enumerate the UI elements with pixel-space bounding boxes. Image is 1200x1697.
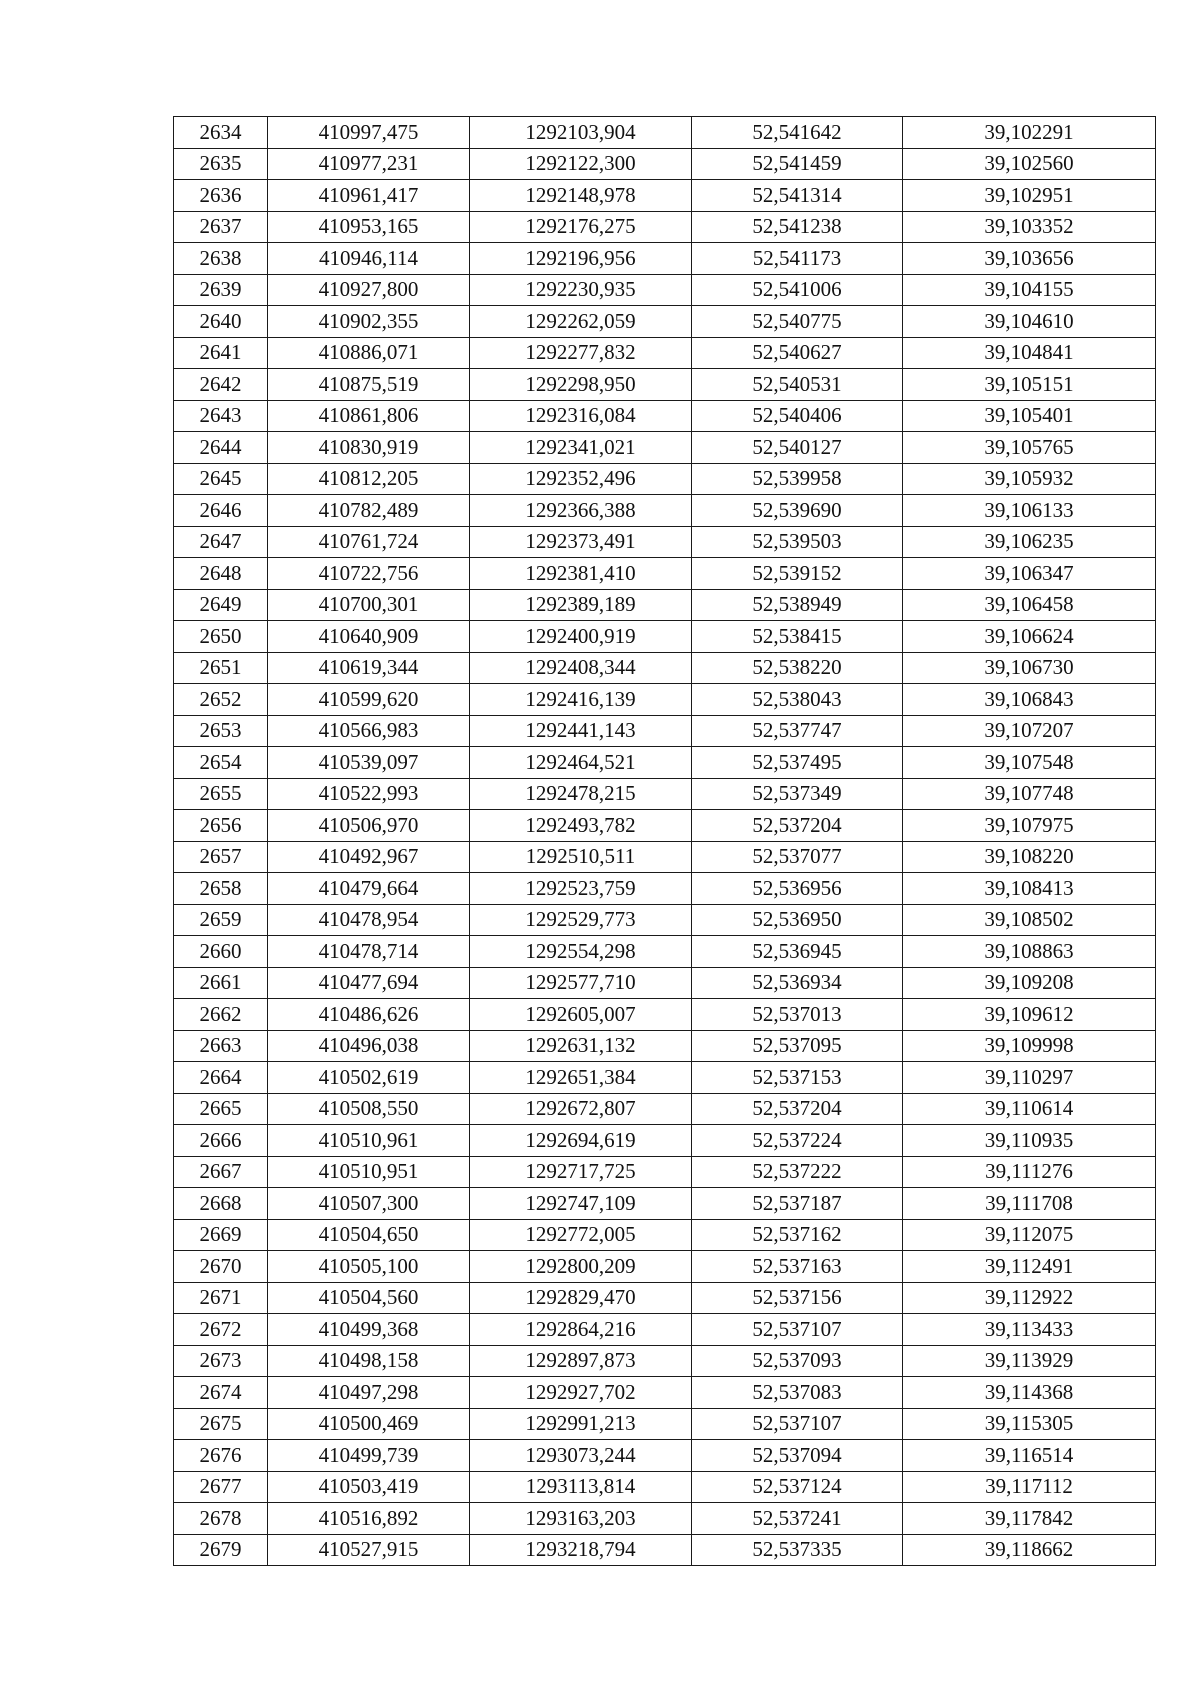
x-coordinate-cell: 410782,489 (268, 495, 470, 527)
longitude-cell: 39,104610 (903, 306, 1156, 338)
y-coordinate-cell: 1292277,832 (470, 337, 692, 369)
y-coordinate-cell: 1292864,216 (470, 1314, 692, 1346)
point-number-cell: 2660 (174, 936, 268, 968)
x-coordinate-cell: 410961,417 (268, 180, 470, 212)
x-coordinate-cell: 410566,983 (268, 715, 470, 747)
point-number-cell: 2646 (174, 495, 268, 527)
latitude-cell: 52,537495 (692, 747, 903, 779)
table-row (174, 778, 1156, 810)
table-row (174, 1503, 1156, 1535)
coordinates-table (173, 116, 1156, 1566)
table-row (174, 589, 1156, 621)
latitude-cell: 52,537094 (692, 1440, 903, 1472)
longitude-cell: 39,109612 (903, 999, 1156, 1031)
y-coordinate-cell: 1292230,935 (470, 274, 692, 306)
point-number-cell: 2663 (174, 1030, 268, 1062)
point-number-cell: 2650 (174, 621, 268, 653)
point-number-cell: 2645 (174, 463, 268, 495)
longitude-cell: 39,108863 (903, 936, 1156, 968)
y-coordinate-cell: 1292554,298 (470, 936, 692, 968)
point-number-cell: 2641 (174, 337, 268, 369)
latitude-cell: 52,536956 (692, 873, 903, 905)
y-coordinate-cell: 1292651,384 (470, 1062, 692, 1094)
point-number-cell: 2674 (174, 1377, 268, 1409)
x-coordinate-cell: 410599,620 (268, 684, 470, 716)
latitude-cell: 52,537095 (692, 1030, 903, 1062)
y-coordinate-cell: 1292262,059 (470, 306, 692, 338)
x-coordinate-cell: 410508,550 (268, 1093, 470, 1125)
latitude-cell: 52,537224 (692, 1125, 903, 1157)
point-number-cell: 2655 (174, 778, 268, 810)
longitude-cell: 39,105765 (903, 432, 1156, 464)
point-number-cell: 2639 (174, 274, 268, 306)
y-coordinate-cell: 1292577,710 (470, 967, 692, 999)
latitude-cell: 52,541314 (692, 180, 903, 212)
table-row (174, 1282, 1156, 1314)
point-number-cell: 2671 (174, 1282, 268, 1314)
latitude-cell: 52,541238 (692, 211, 903, 243)
longitude-cell: 39,111708 (903, 1188, 1156, 1220)
point-number-cell: 2659 (174, 904, 268, 936)
latitude-cell: 52,537222 (692, 1156, 903, 1188)
x-coordinate-cell: 410500,469 (268, 1408, 470, 1440)
longitude-cell: 39,106133 (903, 495, 1156, 527)
latitude-cell: 52,538415 (692, 621, 903, 653)
y-coordinate-cell: 1292717,725 (470, 1156, 692, 1188)
latitude-cell: 52,539690 (692, 495, 903, 527)
point-number-cell: 2644 (174, 432, 268, 464)
point-number-cell: 2675 (174, 1408, 268, 1440)
x-coordinate-cell: 410478,954 (268, 904, 470, 936)
x-coordinate-cell: 410492,967 (268, 841, 470, 873)
x-coordinate-cell: 410497,298 (268, 1377, 470, 1409)
latitude-cell: 52,541006 (692, 274, 903, 306)
latitude-cell: 52,537162 (692, 1219, 903, 1251)
point-number-cell: 2657 (174, 841, 268, 873)
longitude-cell: 39,109998 (903, 1030, 1156, 1062)
point-number-cell: 2661 (174, 967, 268, 999)
y-coordinate-cell: 1292400,919 (470, 621, 692, 653)
x-coordinate-cell: 410498,158 (268, 1345, 470, 1377)
point-number-cell: 2669 (174, 1219, 268, 1251)
x-coordinate-cell: 410640,909 (268, 621, 470, 653)
y-coordinate-cell: 1292478,215 (470, 778, 692, 810)
x-coordinate-cell: 410830,919 (268, 432, 470, 464)
latitude-cell: 52,538220 (692, 652, 903, 684)
x-coordinate-cell: 410504,650 (268, 1219, 470, 1251)
table-row (174, 148, 1156, 180)
table-row (174, 306, 1156, 338)
y-coordinate-cell: 1292196,956 (470, 243, 692, 275)
longitude-cell: 39,106347 (903, 558, 1156, 590)
latitude-cell: 52,537204 (692, 1093, 903, 1125)
point-number-cell: 2651 (174, 652, 268, 684)
y-coordinate-cell: 1292441,143 (470, 715, 692, 747)
longitude-cell: 39,106730 (903, 652, 1156, 684)
longitude-cell: 39,104155 (903, 274, 1156, 306)
y-coordinate-cell: 1292523,759 (470, 873, 692, 905)
y-coordinate-cell: 1292772,005 (470, 1219, 692, 1251)
longitude-cell: 39,112075 (903, 1219, 1156, 1251)
y-coordinate-cell: 1292927,702 (470, 1377, 692, 1409)
y-coordinate-cell: 1292381,410 (470, 558, 692, 590)
table-row (174, 463, 1156, 495)
point-number-cell: 2679 (174, 1534, 268, 1566)
y-coordinate-cell: 1292176,275 (470, 211, 692, 243)
point-number-cell: 2653 (174, 715, 268, 747)
x-coordinate-cell: 410510,951 (268, 1156, 470, 1188)
coordinates-table-body (174, 117, 1156, 1566)
longitude-cell: 39,102560 (903, 148, 1156, 180)
y-coordinate-cell: 1292148,978 (470, 180, 692, 212)
y-coordinate-cell: 1293073,244 (470, 1440, 692, 1472)
x-coordinate-cell: 410507,300 (268, 1188, 470, 1220)
table-row (174, 180, 1156, 212)
longitude-cell: 39,111276 (903, 1156, 1156, 1188)
latitude-cell: 52,537349 (692, 778, 903, 810)
point-number-cell: 2667 (174, 1156, 268, 1188)
point-number-cell: 2658 (174, 873, 268, 905)
x-coordinate-cell: 410510,961 (268, 1125, 470, 1157)
latitude-cell: 52,539958 (692, 463, 903, 495)
point-number-cell: 2670 (174, 1251, 268, 1283)
x-coordinate-cell: 410886,071 (268, 337, 470, 369)
table-row (174, 1314, 1156, 1346)
x-coordinate-cell: 410503,419 (268, 1471, 470, 1503)
point-number-cell: 2677 (174, 1471, 268, 1503)
point-number-cell: 2676 (174, 1440, 268, 1472)
point-number-cell: 2662 (174, 999, 268, 1031)
point-number-cell: 2673 (174, 1345, 268, 1377)
x-coordinate-cell: 410619,344 (268, 652, 470, 684)
table-row (174, 684, 1156, 716)
longitude-cell: 39,106235 (903, 526, 1156, 558)
longitude-cell: 39,110935 (903, 1125, 1156, 1157)
longitude-cell: 39,108502 (903, 904, 1156, 936)
latitude-cell: 52,538949 (692, 589, 903, 621)
point-number-cell: 2664 (174, 1062, 268, 1094)
point-number-cell: 2672 (174, 1314, 268, 1346)
table-row (174, 1408, 1156, 1440)
latitude-cell: 52,537093 (692, 1345, 903, 1377)
latitude-cell: 52,537083 (692, 1377, 903, 1409)
y-coordinate-cell: 1292373,491 (470, 526, 692, 558)
table-row (174, 274, 1156, 306)
y-coordinate-cell: 1293218,794 (470, 1534, 692, 1566)
y-coordinate-cell: 1292408,344 (470, 652, 692, 684)
table-row (174, 432, 1156, 464)
latitude-cell: 52,537107 (692, 1408, 903, 1440)
latitude-cell: 52,537077 (692, 841, 903, 873)
table-row (174, 621, 1156, 653)
table-row (174, 1062, 1156, 1094)
y-coordinate-cell: 1292352,496 (470, 463, 692, 495)
y-coordinate-cell: 1292366,388 (470, 495, 692, 527)
latitude-cell: 52,537187 (692, 1188, 903, 1220)
latitude-cell: 52,536934 (692, 967, 903, 999)
table-row (174, 967, 1156, 999)
table-row (174, 1251, 1156, 1283)
table-row (174, 1534, 1156, 1566)
y-coordinate-cell: 1292631,132 (470, 1030, 692, 1062)
point-number-cell: 2668 (174, 1188, 268, 1220)
latitude-cell: 52,537156 (692, 1282, 903, 1314)
table-row (174, 1440, 1156, 1472)
longitude-cell: 39,113433 (903, 1314, 1156, 1346)
point-number-cell: 2642 (174, 369, 268, 401)
table-row (174, 495, 1156, 527)
x-coordinate-cell: 410478,714 (268, 936, 470, 968)
longitude-cell: 39,112491 (903, 1251, 1156, 1283)
y-coordinate-cell: 1293163,203 (470, 1503, 692, 1535)
y-coordinate-cell: 1292103,904 (470, 117, 692, 149)
longitude-cell: 39,116514 (903, 1440, 1156, 1472)
table-row (174, 400, 1156, 432)
latitude-cell: 52,536945 (692, 936, 903, 968)
x-coordinate-cell: 410946,114 (268, 243, 470, 275)
longitude-cell: 39,115305 (903, 1408, 1156, 1440)
y-coordinate-cell: 1292529,773 (470, 904, 692, 936)
table-row (174, 1377, 1156, 1409)
latitude-cell: 52,541459 (692, 148, 903, 180)
point-number-cell: 2648 (174, 558, 268, 590)
x-coordinate-cell: 410977,231 (268, 148, 470, 180)
x-coordinate-cell: 410506,970 (268, 810, 470, 842)
longitude-cell: 39,105401 (903, 400, 1156, 432)
point-number-cell: 2637 (174, 211, 268, 243)
y-coordinate-cell: 1292464,521 (470, 747, 692, 779)
y-coordinate-cell: 1292493,782 (470, 810, 692, 842)
longitude-cell: 39,114368 (903, 1377, 1156, 1409)
x-coordinate-cell: 410477,694 (268, 967, 470, 999)
latitude-cell: 52,537241 (692, 1503, 903, 1535)
longitude-cell: 39,106624 (903, 621, 1156, 653)
x-coordinate-cell: 410496,038 (268, 1030, 470, 1062)
latitude-cell: 52,537124 (692, 1471, 903, 1503)
table-row (174, 747, 1156, 779)
table-row (174, 841, 1156, 873)
x-coordinate-cell: 410516,892 (268, 1503, 470, 1535)
point-number-cell: 2638 (174, 243, 268, 275)
table-row (174, 810, 1156, 842)
table-row (174, 904, 1156, 936)
longitude-cell: 39,108220 (903, 841, 1156, 873)
x-coordinate-cell: 410875,519 (268, 369, 470, 401)
longitude-cell: 39,113929 (903, 1345, 1156, 1377)
latitude-cell: 52,541173 (692, 243, 903, 275)
latitude-cell: 52,537013 (692, 999, 903, 1031)
x-coordinate-cell: 410505,100 (268, 1251, 470, 1283)
y-coordinate-cell: 1292316,084 (470, 400, 692, 432)
y-coordinate-cell: 1292897,873 (470, 1345, 692, 1377)
x-coordinate-cell: 410499,368 (268, 1314, 470, 1346)
point-number-cell: 2666 (174, 1125, 268, 1157)
latitude-cell: 52,540127 (692, 432, 903, 464)
point-number-cell: 2652 (174, 684, 268, 716)
y-coordinate-cell: 1292800,209 (470, 1251, 692, 1283)
table-row (174, 211, 1156, 243)
x-coordinate-cell: 410527,915 (268, 1534, 470, 1566)
table-row (174, 526, 1156, 558)
table-row (174, 558, 1156, 590)
latitude-cell: 52,536950 (692, 904, 903, 936)
x-coordinate-cell: 410522,993 (268, 778, 470, 810)
point-number-cell: 2654 (174, 747, 268, 779)
table-row (174, 1156, 1156, 1188)
table-row (174, 369, 1156, 401)
x-coordinate-cell: 410997,475 (268, 117, 470, 149)
x-coordinate-cell: 410902,355 (268, 306, 470, 338)
longitude-cell: 39,102951 (903, 180, 1156, 212)
x-coordinate-cell: 410499,739 (268, 1440, 470, 1472)
point-number-cell: 2665 (174, 1093, 268, 1125)
latitude-cell: 52,537107 (692, 1314, 903, 1346)
longitude-cell: 39,118662 (903, 1534, 1156, 1566)
x-coordinate-cell: 410479,664 (268, 873, 470, 905)
latitude-cell: 52,537747 (692, 715, 903, 747)
longitude-cell: 39,109208 (903, 967, 1156, 999)
table-row (174, 652, 1156, 684)
longitude-cell: 39,103656 (903, 243, 1156, 275)
y-coordinate-cell: 1292829,470 (470, 1282, 692, 1314)
y-coordinate-cell: 1292416,139 (470, 684, 692, 716)
longitude-cell: 39,107748 (903, 778, 1156, 810)
latitude-cell: 52,541642 (692, 117, 903, 149)
table-row (174, 117, 1156, 149)
y-coordinate-cell: 1292991,213 (470, 1408, 692, 1440)
x-coordinate-cell: 410502,619 (268, 1062, 470, 1094)
table-row (174, 1093, 1156, 1125)
x-coordinate-cell: 410761,724 (268, 526, 470, 558)
longitude-cell: 39,104841 (903, 337, 1156, 369)
latitude-cell: 52,538043 (692, 684, 903, 716)
y-coordinate-cell: 1293113,814 (470, 1471, 692, 1503)
point-number-cell: 2640 (174, 306, 268, 338)
latitude-cell: 52,537153 (692, 1062, 903, 1094)
x-coordinate-cell: 410504,560 (268, 1282, 470, 1314)
longitude-cell: 39,108413 (903, 873, 1156, 905)
longitude-cell: 39,112922 (903, 1282, 1156, 1314)
longitude-cell: 39,107207 (903, 715, 1156, 747)
table-row (174, 873, 1156, 905)
table-row (174, 1030, 1156, 1062)
longitude-cell: 39,105151 (903, 369, 1156, 401)
latitude-cell: 52,540406 (692, 400, 903, 432)
longitude-cell: 39,107975 (903, 810, 1156, 842)
table-row (174, 337, 1156, 369)
y-coordinate-cell: 1292672,807 (470, 1093, 692, 1125)
longitude-cell: 39,110297 (903, 1062, 1156, 1094)
longitude-cell: 39,106458 (903, 589, 1156, 621)
table-row (174, 1188, 1156, 1220)
longitude-cell: 39,103352 (903, 211, 1156, 243)
y-coordinate-cell: 1292298,950 (470, 369, 692, 401)
table-row (174, 243, 1156, 275)
longitude-cell: 39,117112 (903, 1471, 1156, 1503)
x-coordinate-cell: 410722,756 (268, 558, 470, 590)
longitude-cell: 39,110614 (903, 1093, 1156, 1125)
y-coordinate-cell: 1292605,007 (470, 999, 692, 1031)
longitude-cell: 39,105932 (903, 463, 1156, 495)
table-row (174, 936, 1156, 968)
latitude-cell: 52,539503 (692, 526, 903, 558)
y-coordinate-cell: 1292510,511 (470, 841, 692, 873)
latitude-cell: 52,539152 (692, 558, 903, 590)
x-coordinate-cell: 410539,097 (268, 747, 470, 779)
point-number-cell: 2634 (174, 117, 268, 149)
latitude-cell: 52,540627 (692, 337, 903, 369)
latitude-cell: 52,537335 (692, 1534, 903, 1566)
x-coordinate-cell: 410861,806 (268, 400, 470, 432)
longitude-cell: 39,106843 (903, 684, 1156, 716)
longitude-cell: 39,117842 (903, 1503, 1156, 1535)
x-coordinate-cell: 410953,165 (268, 211, 470, 243)
longitude-cell: 39,107548 (903, 747, 1156, 779)
point-number-cell: 2635 (174, 148, 268, 180)
y-coordinate-cell: 1292747,109 (470, 1188, 692, 1220)
y-coordinate-cell: 1292341,021 (470, 432, 692, 464)
table-row (174, 1345, 1156, 1377)
latitude-cell: 52,540531 (692, 369, 903, 401)
table-row (174, 1471, 1156, 1503)
table-row (174, 999, 1156, 1031)
x-coordinate-cell: 410812,205 (268, 463, 470, 495)
x-coordinate-cell: 410700,301 (268, 589, 470, 621)
table-row (174, 715, 1156, 747)
latitude-cell: 52,537163 (692, 1251, 903, 1283)
table-row (174, 1125, 1156, 1157)
point-number-cell: 2643 (174, 400, 268, 432)
x-coordinate-cell: 410927,800 (268, 274, 470, 306)
point-number-cell: 2636 (174, 180, 268, 212)
y-coordinate-cell: 1292122,300 (470, 148, 692, 180)
y-coordinate-cell: 1292694,619 (470, 1125, 692, 1157)
point-number-cell: 2656 (174, 810, 268, 842)
point-number-cell: 2678 (174, 1503, 268, 1535)
longitude-cell: 39,102291 (903, 117, 1156, 149)
x-coordinate-cell: 410486,626 (268, 999, 470, 1031)
point-number-cell: 2649 (174, 589, 268, 621)
table-row (174, 1219, 1156, 1251)
y-coordinate-cell: 1292389,189 (470, 589, 692, 621)
point-number-cell: 2647 (174, 526, 268, 558)
latitude-cell: 52,540775 (692, 306, 903, 338)
latitude-cell: 52,537204 (692, 810, 903, 842)
